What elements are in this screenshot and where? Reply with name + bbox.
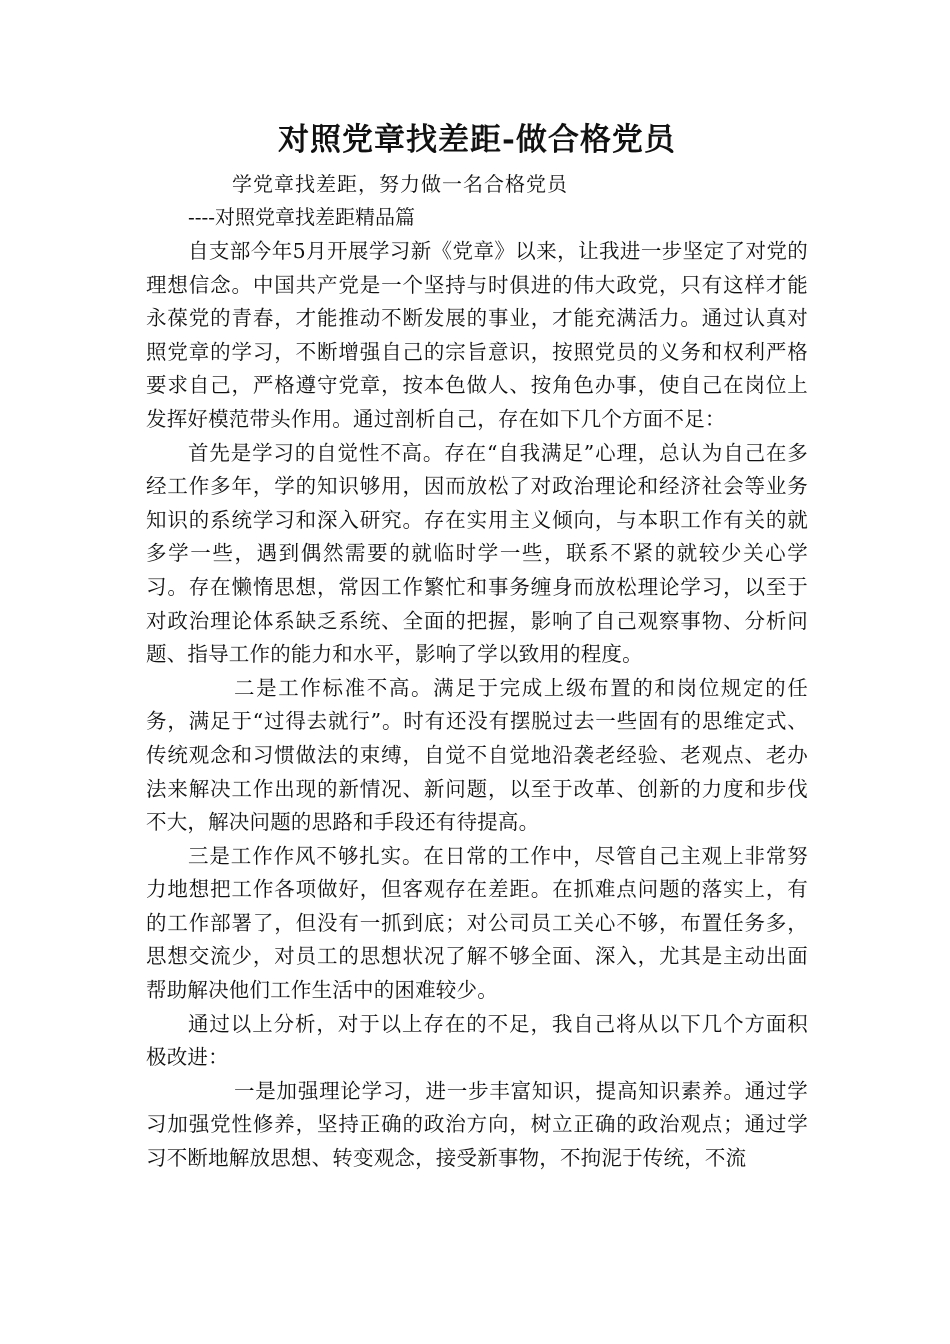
document-title: 对照党章找差距-做合格党员 [278,122,676,158]
paragraph-first-issue: 首先是学习的自觉性不高。存在“自我满足”心理，总认为自己在多经工作多年，学的知识够用，因而放松了对政治理论和经济社会等业务知识的系统学习和深入研究。存在实用主义倾向，与本职工作有关的就多学一些，遇到偶然需要的就临时学一些，联系不紧的就较少关心学习。存在懒惰思想，常因工作繁忙和事务缠身而放松理论学习，以至于对政治理论体系缺乏系统、全面的把握，影响了自己观察事物、分析问题、指导工作的能力和水平，影响了学以致用的程度。 [146,440,808,667]
document-subtitle-secondary: ----对照党章找差距精品篇 [188,205,416,229]
paragraph-third-issue: 三是工作作风不够扎实。在日常的工作中，尽管自己主观上非常努力地想把工作各项做好，但客观存在差距。在抓难点问题的落实上，有的工作部署了，但没有一抓到底；对公司员工关心不够，布置任务多，思想交流少，对员工的思想状况了解不够全面、深入，尤其是主动出面帮助解决他们工作生活中的困难较少。 [146,843,808,1003]
paragraph-improvement-intro: 通过以上分析，对于以上存在的不足，我自己将从以下几个方面积极改进： [146,1011,808,1070]
paragraph-improvement-one: 一是加强理论学习，进一步丰富知识，提高知识素养。通过学习加强党性修养，坚持正确的政治方向，树立正确的政治观点；通过学习不断地解放思想、转变观念，接受新事物，不拘泥于传统，不流 [146,1078,808,1171]
document-page [146,118,808,1176]
paragraph-intro: 自支部今年5月开展学习新《党章》以来，让我进一步坚定了对党的理想信念。中国共产党是一个坚持与时俱进的伟大政党，只有这样才能永葆党的青春，才能推动不断发展的事业，才能充满活力。通过认真对照党章的学习，不断增强自己的宗旨意识，按照党员的义务和权利严格要求自己，严格遵守党章，按本色做人、按角色办事，使自己在岗位上发挥好模范带头作用。通过剖析自己，存在如下几个方面不足： [146,239,808,431]
paragraph-second-issue: 二是工作标准不高。满足于完成上级布置的和岗位规定的任务，满足于“过得去就行”。时有还没有摆脱过去一些固有的思维定式、传统观念和习惯做法的束缚，自觉不自觉地沿袭老经验、老观点、老办法来解决工作出现的新情况、新问题，以至于改革、创新的力度和步伐不大，解决问题的思路和手段还有待提高。 [146,675,808,835]
document-subtitle: 学党章找差距，努力做一名合格党员 [232,172,568,196]
